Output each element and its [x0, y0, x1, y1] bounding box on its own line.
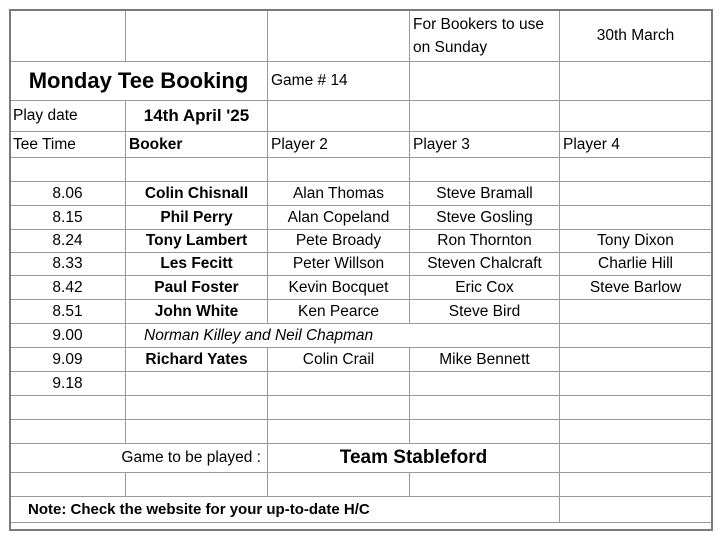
table-row: [10, 253, 712, 276]
handicap-note: Note: Check the website for your up-to-date H/C: [10, 497, 560, 523]
player-3: Steven Chalcraft: [410, 253, 560, 276]
player-2: Ken Pearce: [268, 300, 410, 324]
sunday-date: 30th March: [560, 10, 712, 62]
blank-row: [10, 473, 712, 497]
tee-time: 8.42: [10, 276, 126, 300]
for-bookers-note: For Bookers to use on Sunday: [410, 10, 560, 62]
column-header-row: [10, 132, 712, 158]
col-player-3: Player 3: [410, 132, 560, 158]
booker: Phil Perry: [126, 206, 268, 230]
player-3: Mike Bennett: [410, 348, 560, 372]
note-row: [10, 497, 712, 523]
blank-row: [10, 396, 712, 420]
col-player-4: Player 4: [560, 132, 712, 158]
booker: John White: [126, 300, 268, 324]
col-booker: Booker: [126, 132, 268, 158]
table-row: [10, 276, 712, 300]
play-date-row: [10, 101, 712, 132]
tee-time: 8.51: [10, 300, 126, 324]
tee-time: 9.09: [10, 348, 126, 372]
tee-booking-sheet: [9, 9, 711, 530]
play-date-label: Play date: [10, 101, 126, 132]
table-row: [10, 300, 712, 324]
table-row: [10, 324, 712, 348]
table-row: [10, 230, 712, 253]
booker: Colin Chisnall: [126, 182, 268, 206]
player-4: Tony Dixon: [560, 230, 712, 253]
player-4: Steve Barlow: [560, 276, 712, 300]
game-type-row: [10, 444, 712, 473]
booker: Paul Foster: [126, 276, 268, 300]
col-tee-time: Tee Time: [10, 132, 126, 158]
player-2: Alan Copeland: [268, 206, 410, 230]
page-title: Monday Tee Booking: [10, 62, 268, 101]
table-row: [10, 348, 712, 372]
player-4: [560, 182, 712, 206]
player-4: [560, 206, 712, 230]
player-2: Pete Broady: [268, 230, 410, 253]
tee-time: 9.18: [10, 372, 126, 396]
table-row: [10, 372, 712, 396]
player-2: Peter Willson: [268, 253, 410, 276]
tee-time: 8.24: [10, 230, 126, 253]
booker: Tony Lambert: [126, 230, 268, 253]
reserved-note: Norman Killey and Neil Chapman: [126, 324, 560, 348]
game-type: Team Stableford: [268, 444, 560, 473]
player-3: Steve Bramall: [410, 182, 560, 206]
tee-time: 8.15: [10, 206, 126, 230]
player-3: Eric Cox: [410, 276, 560, 300]
booker: Richard Yates: [126, 348, 268, 372]
player-3: Steve Bird: [410, 300, 560, 324]
blank-row: [10, 158, 712, 182]
game-label: Game to be played :: [10, 444, 268, 473]
title-row: [10, 62, 712, 101]
tee-time: 9.00: [10, 324, 126, 348]
col-player-2: Player 2: [268, 132, 410, 158]
booking-table: [9, 9, 712, 523]
player-3: Steve Gosling: [410, 206, 560, 230]
player-3: Ron Thornton: [410, 230, 560, 253]
player-2: Alan Thomas: [268, 182, 410, 206]
tee-time: 8.06: [10, 182, 126, 206]
play-date: 14th April '25: [126, 101, 268, 132]
player-2: Colin Crail: [268, 348, 410, 372]
header-row: [10, 10, 712, 62]
tee-time: 8.33: [10, 253, 126, 276]
player-2: Kevin Bocquet: [268, 276, 410, 300]
table-row: [10, 182, 712, 206]
table-row: [10, 206, 712, 230]
booker: Les Fecitt: [126, 253, 268, 276]
player-4: [560, 300, 712, 324]
player-4: Charlie Hill: [560, 253, 712, 276]
game-number: Game # 14: [268, 62, 410, 101]
blank-row: [10, 420, 712, 444]
